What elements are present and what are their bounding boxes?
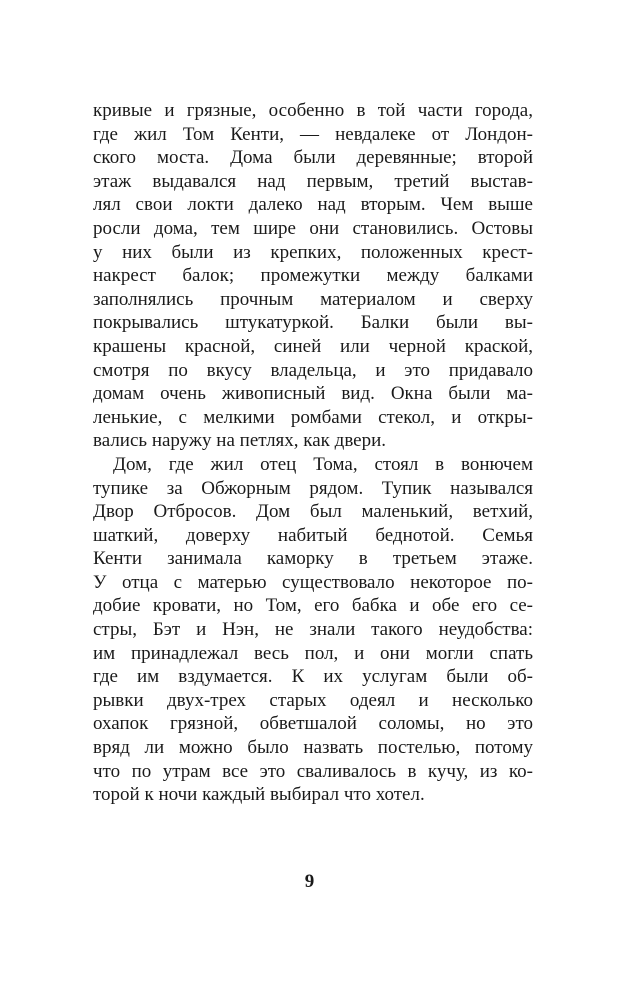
text-line: крашены красной, синей или черной краской, bbox=[93, 335, 533, 357]
text-line: Кенти занимала каморку в третьем этаже. bbox=[93, 548, 533, 570]
text-line: им принадлежал весь пол, и они могли спать bbox=[93, 642, 533, 664]
text-line: добие кровати, но Том, его бабка и обе его се- bbox=[93, 595, 533, 617]
text-line: что по утрам все это сваливалось в кучу, из ко- bbox=[93, 760, 533, 782]
body-text bbox=[93, 99, 533, 807]
text-line: домам очень живописный вид. Окна были ма- bbox=[93, 383, 533, 405]
text-line: торой к ночи каждый выбирал что хотел. bbox=[93, 784, 425, 806]
text-line: рывки двух-трех старых одеял и несколько bbox=[93, 689, 533, 711]
text-line: покрывались штукатуркой. Балки были вы- bbox=[93, 312, 533, 334]
text-line: Двор Отбросов. Дом был маленький, ветхий, bbox=[93, 501, 533, 523]
text-line: вались наружу на петлях, как двери. bbox=[93, 430, 387, 452]
page-number: 9 bbox=[304, 871, 315, 892]
paragraph bbox=[93, 99, 533, 453]
text-line: Дом, где жил отец Тома, стоял в вонючем bbox=[113, 453, 533, 475]
text-line: накрест балок; промежутки между балками bbox=[93, 265, 533, 287]
text-line: смотря по вкусу владельца, и это придавало bbox=[93, 359, 533, 381]
text-line: охапок грязной, обветшалой соломы, но это bbox=[93, 713, 533, 735]
text-line: этаж выдавался над первым, третий выстав- bbox=[93, 170, 533, 192]
text-line: у них были из крепких, положенных крест- bbox=[93, 241, 533, 263]
paragraph bbox=[93, 453, 533, 807]
text-line: где им вздумается. К их услугам были об- bbox=[93, 666, 533, 688]
text-line: ского моста. Дома были деревянные; второй bbox=[93, 147, 533, 169]
text-line: где жил Том Кенти, — невдалеке от Лондон- bbox=[93, 123, 533, 145]
text-line: стры, Бэт и Нэн, не знали такого неудобства: bbox=[93, 619, 533, 641]
text-line: вряд ли можно было назвать постелью, потому bbox=[93, 737, 533, 759]
text-line: У отца с матерью существовало некоторое по- bbox=[93, 571, 533, 593]
text-line: тупике за Обжорным рядом. Тупик назывался bbox=[93, 477, 533, 499]
text-line: ленькие, с мелкими ромбами стекол, и откры- bbox=[93, 406, 533, 428]
text-line: заполнялись прочным материалом и сверху bbox=[93, 288, 533, 310]
text-line: кривые и грязные, особенно в той части города, bbox=[93, 100, 533, 121]
text-line: лял свои локти далеко над вторым. Чем выше bbox=[93, 194, 533, 216]
text-line: шаткий, доверху набитый беднотой. Семья bbox=[93, 524, 533, 546]
text-line: росли дома, тем шире они становились. Остовы bbox=[93, 217, 533, 239]
